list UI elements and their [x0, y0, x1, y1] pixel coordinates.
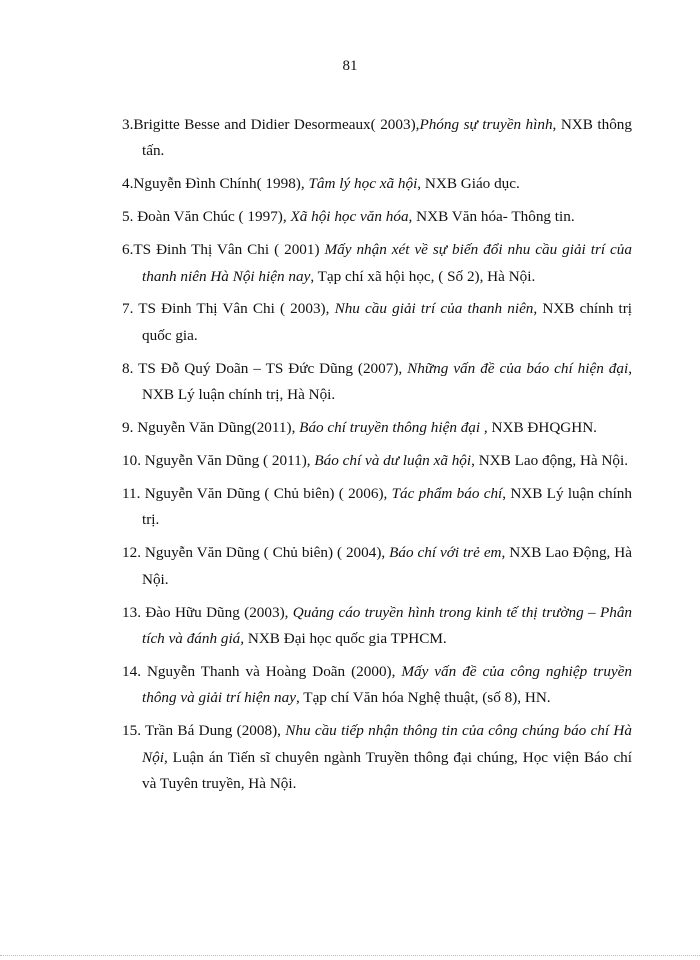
reference-publisher: , NXB chính trị quốc gia.: [142, 300, 632, 344]
page-bottom-divider: [0, 955, 700, 956]
reference-authors: 9. Nguyễn Văn Dũng(2011),: [122, 419, 300, 437]
reference-authors: 3.Brigitte Besse and Didier Desormeaux( 2003),: [122, 116, 420, 133]
reference-authors: 6.TS Đinh Thị Vân Chi ( 2001): [122, 241, 325, 259]
reference-item: [122, 481, 632, 534]
reference-item: [122, 600, 632, 653]
reference-authors: 5. Đoàn Văn Chúc ( 1997),: [122, 208, 291, 226]
reference-item: [122, 204, 632, 230]
page-number: 81: [342, 58, 358, 74]
reference-title: Nhu cầu tiếp nhận thông tin của công chúng báo chí Hà Nội: [142, 722, 632, 766]
reference-publisher: , Luận án Tiến sĩ chuyên ngành Truyền thông đại chúng, Học viện Báo chí và Tuyên truyền, Hà Nội.: [142, 748, 632, 792]
reference-publisher: , Tạp chí Văn hóa Nghệ thuật, (số 8), HN.: [295, 689, 551, 707]
reference-authors: 14. Nguyễn Thanh và Hoàng Doãn (2000),: [122, 662, 402, 680]
reference-item: [122, 171, 632, 197]
reference-authors: 13. Đào Hữu Dũng (2003),: [122, 603, 293, 621]
reference-title: Phóng sự truyền hình: [419, 116, 553, 133]
reference-authors: 10. Nguyễn Văn Dũng ( 2011),: [122, 451, 315, 469]
reference-authors: 8. TS Đỗ Quý Doãn – TS Đức Dũng (2007),: [122, 359, 408, 377]
reference-item: [122, 540, 632, 593]
reference-title: Quảng cáo truyền hình trong kinh tế thị trường – Phân tích và đánh giá,: [142, 603, 633, 647]
reference-publisher: , NXB thông tấn.: [142, 116, 632, 160]
reference-item: [122, 237, 632, 290]
reference-item: [122, 718, 632, 797]
reference-title: Xã hội học văn hóa,: [290, 208, 413, 226]
reference-authors: 15. Trần Bá Dung (2008),: [122, 722, 286, 740]
reference-item: [122, 448, 632, 474]
reference-title: Báo chí truyền thông hiện đại: [299, 419, 481, 437]
reference-publisher: , NXB ĐHQGHN.: [480, 419, 597, 437]
reference-title: Mấy vấn đề của công nghiệp truyền thông và giải trí hiện nay: [142, 662, 632, 707]
reference-title: Những vấn đề của báo chí hiện đại: [407, 359, 629, 377]
reference-authors: 11. Nguyễn Văn Dũng ( Chủ biên) ( 2006),: [122, 484, 392, 502]
reference-publisher: , Tạp chí xã hội học, ( Số 2), Hà Nội.: [310, 267, 536, 285]
reference-publisher: , NXB Lao động, Hà Nội.: [471, 451, 629, 469]
reference-publisher: NXB Văn hóa- Thông tin.: [412, 208, 575, 226]
reference-title: Tâm lý học xã hội: [308, 175, 418, 193]
reference-list: [122, 112, 632, 804]
reference-title: Báo chí và dư luận xã hội: [314, 451, 472, 469]
reference-title: Mấy nhận xét về sự biến đổi nhu cầu giải trí của thanh niên Hà Nội hiện nay: [142, 241, 632, 285]
reference-publisher: NXB Đại học quốc gia TPHCM.: [244, 629, 447, 647]
reference-authors: 12. Nguyễn Văn Dũng ( Chủ biên) ( 2004),: [122, 544, 390, 562]
reference-authors: 4.Nguyễn Đình Chính( 1998),: [122, 175, 309, 193]
reference-publisher: , NXB Giáo dục.: [417, 175, 520, 193]
reference-item: [122, 415, 632, 441]
reference-publisher: , NXB Lý luận chính trị.: [142, 484, 632, 529]
reference-item: [122, 296, 632, 349]
reference-publisher: , NXB Lý luận chính trị, Hà Nội.: [142, 359, 632, 404]
reference-item: [122, 356, 632, 409]
reference-title: Tác phẩm báo chí: [391, 484, 503, 502]
reference-title: Báo chí với trẻ em: [389, 544, 502, 562]
reference-item: [122, 659, 632, 712]
reference-title: Nhu cầu giải trí của thanh niên: [334, 300, 534, 318]
reference-authors: 7. TS Đinh Thị Vân Chi ( 2003),: [122, 300, 335, 318]
reference-item: [122, 112, 632, 165]
reference-publisher: , NXB Lao Động, Hà Nội.: [142, 544, 632, 588]
